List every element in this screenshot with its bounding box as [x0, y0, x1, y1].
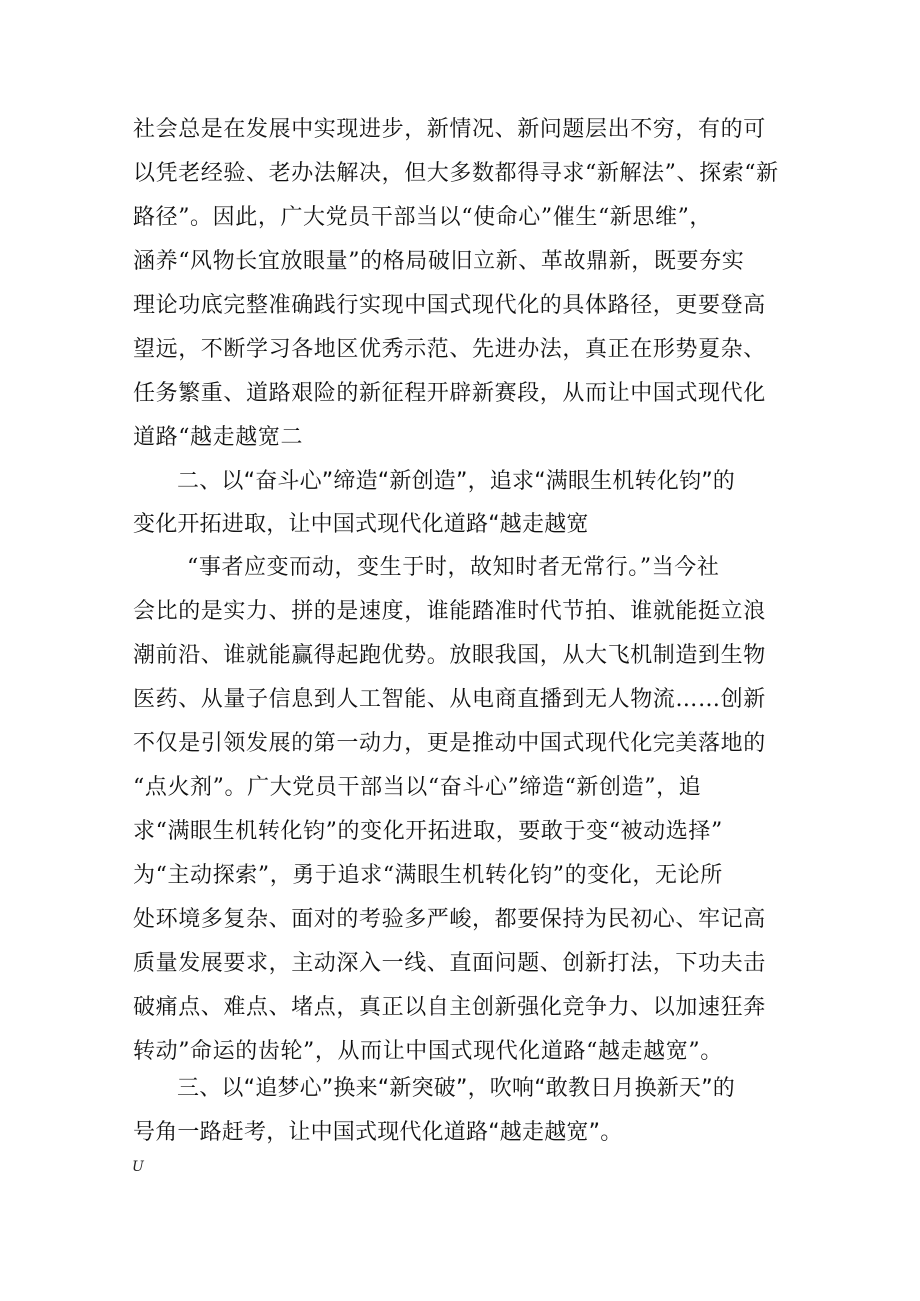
- paragraph-line: 潮前沿、谁就能赢得起跑优势。放眼我国，从大飞机制造到生物: [133, 643, 766, 668]
- footer-mark: U: [132, 1159, 144, 1175]
- paragraph-line: 会比的是实力、拼的是速度，谁能踏准时代节拍、谁就能挺立浪: [133, 599, 766, 624]
- paragraph-line: 路径”。因此，广大党员干部当以“使命心”催生“新思维”，: [133, 205, 713, 230]
- paragraph-line: 处环境多复杂、面对的考验多严峻，都要保持为民初心、牢记高: [133, 907, 766, 932]
- paragraph-line: 任务繁重、道路艰险的新征程开辟新赛段，从而让中国式现代化: [133, 381, 766, 406]
- paragraph-line: 社会总是在发展中实现进步，新情况、新问题层出不穷，有的可: [133, 117, 766, 142]
- paragraph-line: 不仅是引领发展的第一动力，更是推动中国式现代化完美落地的: [133, 731, 766, 756]
- paragraph-line: “点火剂”。广大党员干部当以“奋斗心”缔造“新创造”，追: [133, 775, 702, 800]
- paragraph-line: 求“满眼生机转化钧”的变化开拓进取，要敢于变“被动选择”: [133, 819, 723, 844]
- heading-line: 三、以“追梦心”换来“新突破”，吹响“敢教日月换新天”的: [177, 1076, 735, 1101]
- paragraph-line: 破痛点、难点、堵点，真正以自主创新强化竞争力、以加速狂奔: [133, 995, 766, 1020]
- paragraph-line: 道路“越走越宽二: [133, 425, 304, 450]
- paragraph-line: 医药、从量子信息到人工智能、从电商直播到无人物流……创新: [133, 687, 766, 712]
- paragraph-line: 望远，不断学习各地区优秀示范、先进办法，真正在形势夏杂、: [133, 337, 766, 362]
- paragraph-line: 为“主动探索”，勇于追求“满眼生机转化钧”的变化，无论所: [133, 863, 723, 888]
- heading-line: 变化开拓进取，让中国式现代化道路“越走越宽: [133, 512, 589, 537]
- paragraph-line: 涵养“风物长宜放眼量”的格局破旧立新、革故鼎新，既要夯实: [133, 249, 745, 274]
- heading-line: 号角一路赶考，让中国式现代化道路“越走越宽”。: [133, 1120, 623, 1145]
- heading-line: 二、以“奋斗心”缔造“新创造”，追求“满眼生机转化钧”的: [177, 469, 735, 494]
- paragraph-line: 质量发展要求，主动深入一线、直面问题、创新打法，下功夫击: [133, 951, 766, 976]
- paragraph-line: “事者应变而动，变生于时，故知时者无常行。”当今社: [187, 555, 720, 580]
- paragraph-line: 以凭老经验、老办法解决，但大多数都得寻求“新解法”、探索“新: [133, 161, 779, 186]
- paragraph-line: 理论功底完整准确践行实现中国式现代化的具体路径，更要登高: [133, 293, 766, 318]
- paragraph-line: 转动”命运的齿轮”，从而让中国式现代化道路“越走越宽”。: [133, 1039, 723, 1064]
